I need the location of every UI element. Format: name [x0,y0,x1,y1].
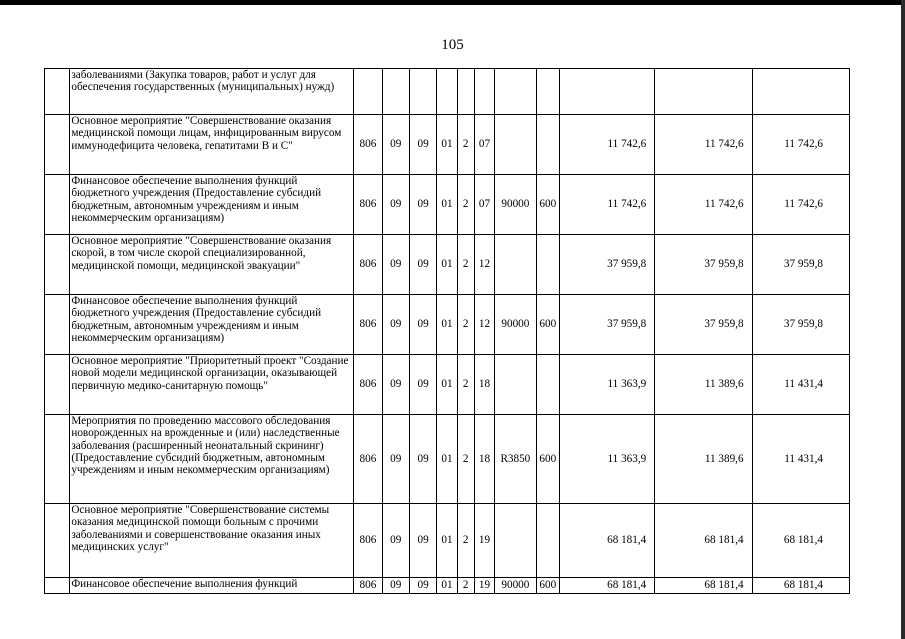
cell-vr [536,115,559,175]
cell-rz: 09 [382,115,409,175]
cell-year-3: 68 181,4 [752,578,849,594]
table-row [45,504,850,578]
cell-rz: 09 [382,175,409,235]
cell-pr: 09 [409,295,436,355]
budget-table [44,68,850,594]
cell-year-2: 37 959,8 [655,295,752,355]
cell-event: 19 [474,578,494,594]
table-row [45,355,850,415]
cell-year-1: 11 742,6 [559,115,654,175]
cell-pr [409,69,436,115]
cell-rz: 09 [382,578,409,594]
cell-pr: 09 [409,504,436,578]
cell-vr [536,69,559,115]
table-row [45,115,850,175]
cell-program: 01 [437,175,457,235]
cell-year-2: 68 181,4 [655,504,752,578]
page-number: 105 [441,37,464,53]
cell-event: 18 [474,355,494,415]
cell-year-3: 37 959,8 [752,235,849,295]
cell-year-1: 68 181,4 [559,578,654,594]
cell-year-2 [655,69,752,115]
table-row [45,415,850,504]
cell-year-1: 11 742,6 [559,175,654,235]
cell-direction [495,235,537,295]
row-name: Основное мероприятие "Приоритетный проект "Создание новой модели медицинской организации, оказывающей первичную медико-санитарную помощь" [70,355,354,415]
cell-grbs: 806 [354,415,382,504]
cell-vr: 600 [536,578,559,594]
row-name: Финансовое обеспечение выполнения функций бюджетного учреждения (Предоставление субсидий бюджетным, автономным учреждениям и иным некоммерческим организациям) [70,175,354,235]
table-row [45,295,850,355]
row-name: Основное мероприятие "Совершенствование оказания скорой, в том числе скорой специализированной, медицинской помощи, медицинской эвакуации" [70,235,354,295]
cell-program: 01 [437,578,457,594]
cell-event: 07 [474,175,494,235]
cell-grbs: 806 [354,295,382,355]
table-row [45,235,850,295]
cell-subprogram: 2 [457,415,474,504]
cell-year-3: 11 742,6 [752,175,849,235]
cell-program [437,69,457,115]
cell-pr: 09 [409,235,436,295]
cell-direction [495,69,537,115]
row-name: Мероприятия по проведению массового обследования новорожденных на врожденные и (или) наследственные заболевания (расширенный неонатальный скрининг) (Предоставление субсидий бюджетным, автономным учреждениям и иным некоммерческим организациям) [70,415,354,504]
cell-year-2: 68 181,4 [655,578,752,594]
cell-event: 07 [474,115,494,175]
row-name: заболеваниями (Закупка товаров, работ и услуг для обеспечения государственных (муниципальных) нужд) [70,69,354,115]
cell-direction [495,355,537,415]
cell-pr: 09 [409,578,436,594]
cell-subprogram: 2 [457,578,474,594]
cell-subprogram: 2 [457,115,474,175]
blank-cell [45,295,70,355]
cell-year-3: 11 742,6 [752,115,849,175]
cell-year-3: 11 431,4 [752,355,849,415]
cell-event: 12 [474,235,494,295]
cell-year-1: 11 363,9 [559,415,654,504]
cell-grbs: 806 [354,504,382,578]
row-name: Основное мероприятие "Совершенствование оказания медицинской помощи лицам, инфицированным вирусом иммунодефицита человека, гепатитами В и С" [70,115,354,175]
cell-pr: 09 [409,175,436,235]
cell-vr: 600 [536,295,559,355]
cell-year-3: 68 181,4 [752,504,849,578]
cell-rz: 09 [382,355,409,415]
cell-subprogram: 2 [457,175,474,235]
cell-event: 19 [474,504,494,578]
cell-rz: 09 [382,295,409,355]
cell-vr: 600 [536,415,559,504]
cell-event: 12 [474,295,494,355]
cell-program: 01 [437,235,457,295]
cell-grbs: 806 [354,115,382,175]
cell-grbs: 806 [354,578,382,594]
blank-cell [45,415,70,504]
table-row [45,578,850,594]
cell-subprogram: 2 [457,504,474,578]
cell-pr: 09 [409,115,436,175]
cell-year-2: 11 389,6 [655,415,752,504]
cell-rz: 09 [382,504,409,578]
cell-vr [536,355,559,415]
scan-edge-right [901,0,905,639]
table-row [45,69,850,115]
blank-cell [45,355,70,415]
cell-program: 01 [437,504,457,578]
cell-subprogram: 2 [457,355,474,415]
cell-grbs: 806 [354,235,382,295]
row-name: Финансовое обеспечение выполнения функций [70,578,354,594]
cell-vr [536,235,559,295]
blank-cell [45,69,70,115]
cell-subprogram [457,69,474,115]
cell-year-2: 37 959,8 [655,235,752,295]
cell-program: 01 [437,415,457,504]
cell-year-3: 37 959,8 [752,295,849,355]
cell-year-1: 11 363,9 [559,355,654,415]
cell-direction [495,115,537,175]
cell-direction: R3850 [495,415,537,504]
blank-cell [45,115,70,175]
cell-subprogram: 2 [457,295,474,355]
cell-vr [536,504,559,578]
cell-direction: 90000 [495,175,537,235]
cell-direction: 90000 [495,578,537,594]
cell-rz: 09 [382,415,409,504]
cell-event [474,69,494,115]
cell-year-2: 11 742,6 [655,115,752,175]
cell-pr: 09 [409,415,436,504]
cell-program: 01 [437,295,457,355]
blank-cell [45,235,70,295]
scan-edge-top [0,0,905,5]
cell-year-2: 11 389,6 [655,355,752,415]
cell-program: 01 [437,355,457,415]
cell-rz [382,69,409,115]
table-row [45,175,850,235]
cell-vr: 600 [536,175,559,235]
cell-program: 01 [437,115,457,175]
cell-year-1: 68 181,4 [559,504,654,578]
cell-year-2: 11 742,6 [655,175,752,235]
cell-year-3 [752,69,849,115]
blank-cell [45,504,70,578]
cell-grbs: 806 [354,175,382,235]
blank-cell [45,578,70,594]
cell-grbs [354,69,382,115]
cell-year-3: 11 431,4 [752,415,849,504]
cell-pr: 09 [409,355,436,415]
cell-direction: 90000 [495,295,537,355]
cell-subprogram: 2 [457,235,474,295]
cell-grbs: 806 [354,355,382,415]
cell-year-1: 37 959,8 [559,295,654,355]
cell-year-1: 37 959,8 [559,235,654,295]
cell-event: 18 [474,415,494,504]
blank-cell [45,175,70,235]
cell-rz: 09 [382,235,409,295]
cell-year-1 [559,69,654,115]
row-name: Основное мероприятие "Совершенствование системы оказания медицинской помощи больным с прочими заболеваниями и совершенствование оказания иных медицинских услуг" [70,504,354,578]
row-name: Финансовое обеспечение выполнения функций бюджетного учреждения (Предоставление субсидий бюджетным, автономным учреждениям и иным некоммерческим организациям) [70,295,354,355]
cell-direction [495,504,537,578]
